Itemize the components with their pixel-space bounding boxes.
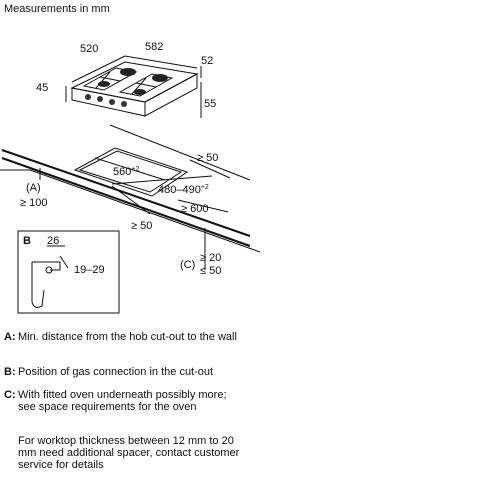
dim-a-value: ≥ 100	[20, 197, 48, 209]
dim-c-value-2: ≤ 50	[200, 265, 222, 277]
hob-drawing	[66, 56, 201, 118]
dim-hob-width: 582	[145, 41, 164, 53]
label-c: (C)	[180, 259, 196, 271]
dim-right-gap: ≥ 600	[181, 203, 209, 215]
detail-b-label: B	[23, 235, 31, 247]
dim-back-gap: ≥ 50	[197, 152, 219, 164]
legend-item-a: A: Min. distance from the hob cut-out to the wall	[4, 331, 237, 343]
dim-hob-left-height: 45	[36, 82, 49, 94]
dim-b-range: 19–29	[74, 264, 105, 276]
worktop-note: For worktop thickness between 12 mm to 20 mm need additional spacer, contact customer service for details	[18, 435, 240, 471]
legend-item-c: C: With fitted oven underneath possibly more; see space requirements for the oven	[4, 389, 227, 413]
dim-b-width: 26	[47, 235, 60, 247]
legend-item-b: B: Position of gas connection in the cut-out	[4, 366, 214, 378]
dim-cut-depth: $480-490^{+2}$	[158, 184, 209, 196]
dim-cut-width: $560^{+2}$	[113, 166, 140, 178]
diagram-title: Measurements in mm	[4, 3, 110, 15]
label-a: (A)	[26, 182, 41, 194]
dim-hob-right-height: 55	[204, 98, 217, 110]
dim-c-value-1: ≥ 20	[200, 252, 222, 264]
dim-hob-depth: 520	[80, 43, 99, 55]
dim-hob-right-depth: 52	[201, 55, 214, 67]
dim-front-gap: ≥ 50	[131, 220, 153, 232]
